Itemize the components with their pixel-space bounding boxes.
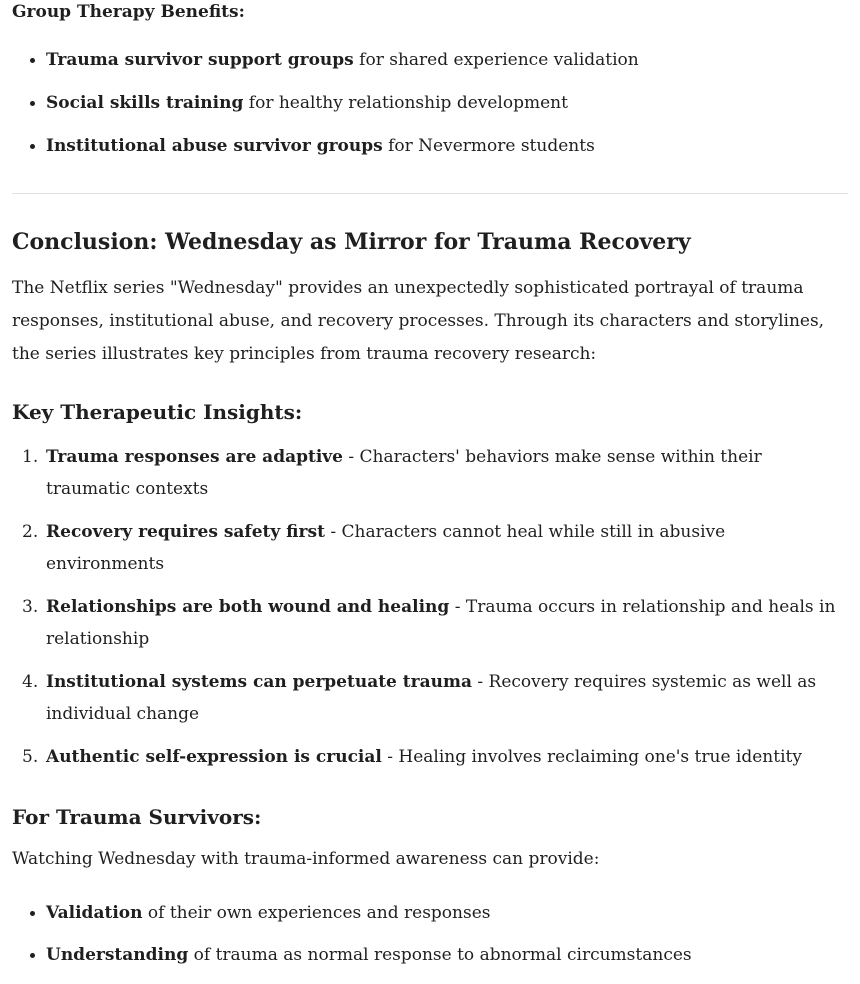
list-item-text: - Characters' behaviors make sense within their traumatic contexts (46, 447, 762, 499)
list-item (12, 666, 848, 730)
list-item-text: of their own experiences and responses (142, 903, 491, 923)
list-item (26, 943, 848, 967)
list-item (12, 516, 848, 580)
list-item-text: of trauma as normal response to abnormal circumstances (188, 945, 692, 965)
list-item-number: 4. (22, 672, 39, 692)
list-item-bold: Authentic self-expression is crucial (46, 747, 382, 767)
survivors-intro: Watching Wednesday with trauma-informed awareness can provide: (12, 849, 600, 869)
list-item (12, 441, 848, 505)
list-item-bold: Relationships are both wound and healing (46, 597, 450, 617)
survivors-list (26, 901, 848, 967)
list-item (12, 741, 848, 773)
list-item-text: - Recovery requires systemic as well as individual change (46, 672, 817, 724)
group-therapy-heading: Group Therapy Benefits: (12, 2, 245, 22)
list-item-text: - Trauma occurs in relationship and heals in relationship (46, 597, 836, 649)
list-item-number: 3. (22, 597, 39, 617)
list-item-bold: Social skills training (46, 93, 244, 113)
list-item-bold: Trauma responses are adaptive (46, 447, 343, 467)
list-item-bold: Recovery requires safety first (46, 522, 325, 542)
conclusion-heading: Conclusion: Wednesday as Mirror for Trauma Recovery (12, 229, 691, 255)
list-item (26, 48, 848, 72)
list-item (26, 134, 848, 158)
conclusion-paragraph: The Netflix series "Wednesday" provides an unexpectedly sophisticated portrayal of trauma responses, institutional abuse, and recovery processes. Through its characters and storylines, the series illustrates key principles from trauma recovery research: (12, 278, 825, 364)
group-therapy-list (26, 48, 848, 158)
insights-heading: Key Therapeutic Insights: (12, 400, 303, 424)
list-item-number: 2. (22, 522, 39, 542)
list-item-number: 5. (22, 747, 39, 767)
list-item-number: 1. (22, 447, 39, 467)
insights-list (12, 441, 848, 773)
survivors-heading: For Trauma Survivors: (12, 805, 262, 829)
list-item-text: - Healing involves reclaiming one's true identity (381, 747, 802, 767)
list-item-bold: Institutional abuse survivor groups (46, 136, 383, 156)
list-item-text: - Characters cannot heal while still in abusive environments (46, 522, 726, 574)
list-item (26, 91, 848, 115)
section-divider (12, 193, 848, 194)
list-item (26, 901, 848, 925)
list-item-text: for shared experience validation (353, 50, 639, 70)
list-item-bold: Institutional systems can perpetuate trauma (46, 672, 472, 692)
list-item-bold: Understanding (46, 945, 189, 965)
list-item-text: for Nevermore students (382, 136, 595, 156)
list-item-bold: Trauma survivor support groups (46, 50, 354, 70)
list-item-text: for healthy relationship development (243, 93, 568, 113)
list-item-bold: Validation (46, 903, 143, 923)
list-item (12, 591, 848, 655)
